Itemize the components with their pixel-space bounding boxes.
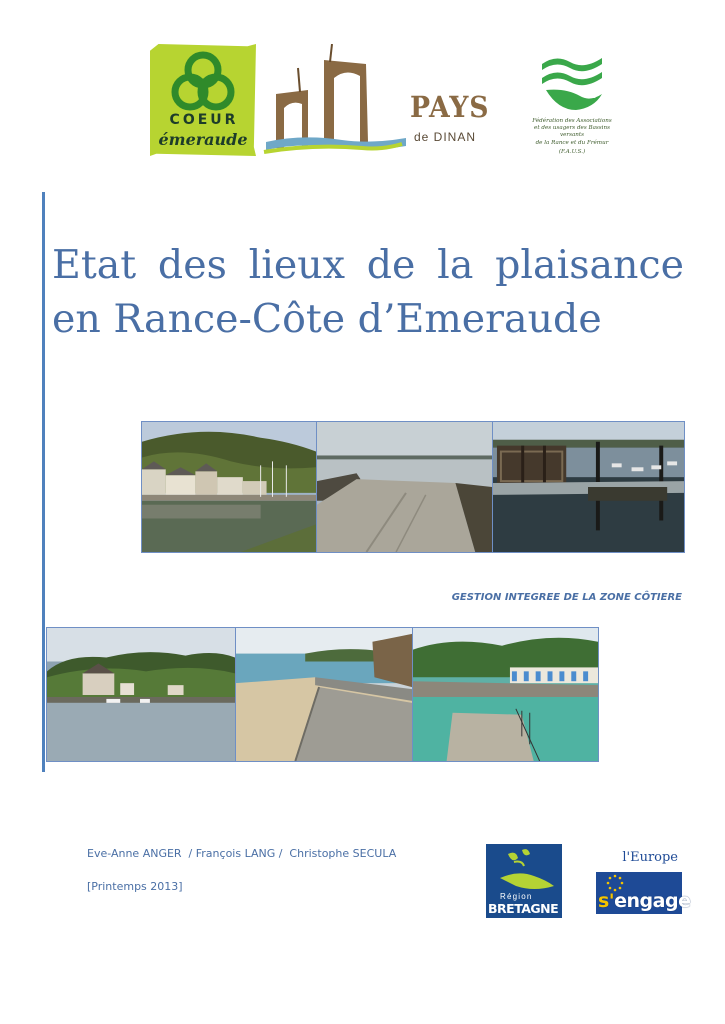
photo-harbour-village — [141, 421, 317, 553]
europe-sengage-logo — [584, 850, 691, 930]
sengage-rest: engage — [614, 890, 691, 912]
bretagne-word: BRETAGNE — [488, 901, 559, 916]
photo-slipway — [316, 421, 493, 553]
faus-line-4: (F.A.U.S.) — [558, 148, 586, 155]
coeur-emeraude-logo — [150, 44, 256, 156]
faus-line-3: de la Rance et du Frémur — [535, 139, 609, 146]
dove-waves-icon — [536, 50, 608, 116]
bridge-arches-icon — [262, 44, 408, 160]
coeur-word: COEUR — [169, 112, 239, 128]
publication-date: [Printemps 2013] — [87, 880, 183, 893]
photo-pontoon-marina — [492, 421, 685, 553]
photo-estuary-houses — [46, 627, 236, 762]
leaf-branch-icon — [494, 848, 556, 892]
photo-beach-ramp — [235, 627, 413, 762]
sengage-word — [598, 890, 690, 912]
photo-cabins-jetty — [412, 627, 599, 762]
de-dinan-word: de DINAN — [414, 130, 477, 144]
europe-word: l'Europe — [622, 850, 678, 865]
knot-icon — [168, 50, 238, 114]
pays-de-dinan-logo — [410, 90, 496, 148]
authors: Eve-Anne ANGER / François LANG / Christophe SECULA — [87, 847, 397, 860]
pays-word: PAYS — [410, 90, 490, 124]
europe-box — [596, 872, 691, 930]
region-word: Région — [500, 892, 533, 901]
accent-bar — [42, 192, 45, 772]
region-bretagne-logo — [486, 844, 562, 918]
sengage-s: s' — [598, 890, 615, 912]
faus-line-2: et des usagers des Bassins versants — [534, 125, 610, 139]
subtitle: GESTION INTEGREE DE LA ZONE CÔTIERE — [451, 592, 682, 603]
faus-line-1: Fédération des Associations — [532, 118, 612, 124]
emeraude-word: émeraude — [158, 130, 248, 149]
page-title: Etat des lieux de la plaisance en Rance-Côte d’Emeraude — [52, 242, 684, 342]
faus-logo — [522, 50, 622, 172]
en-bretagne-word: en Bretagne — [630, 920, 677, 930]
